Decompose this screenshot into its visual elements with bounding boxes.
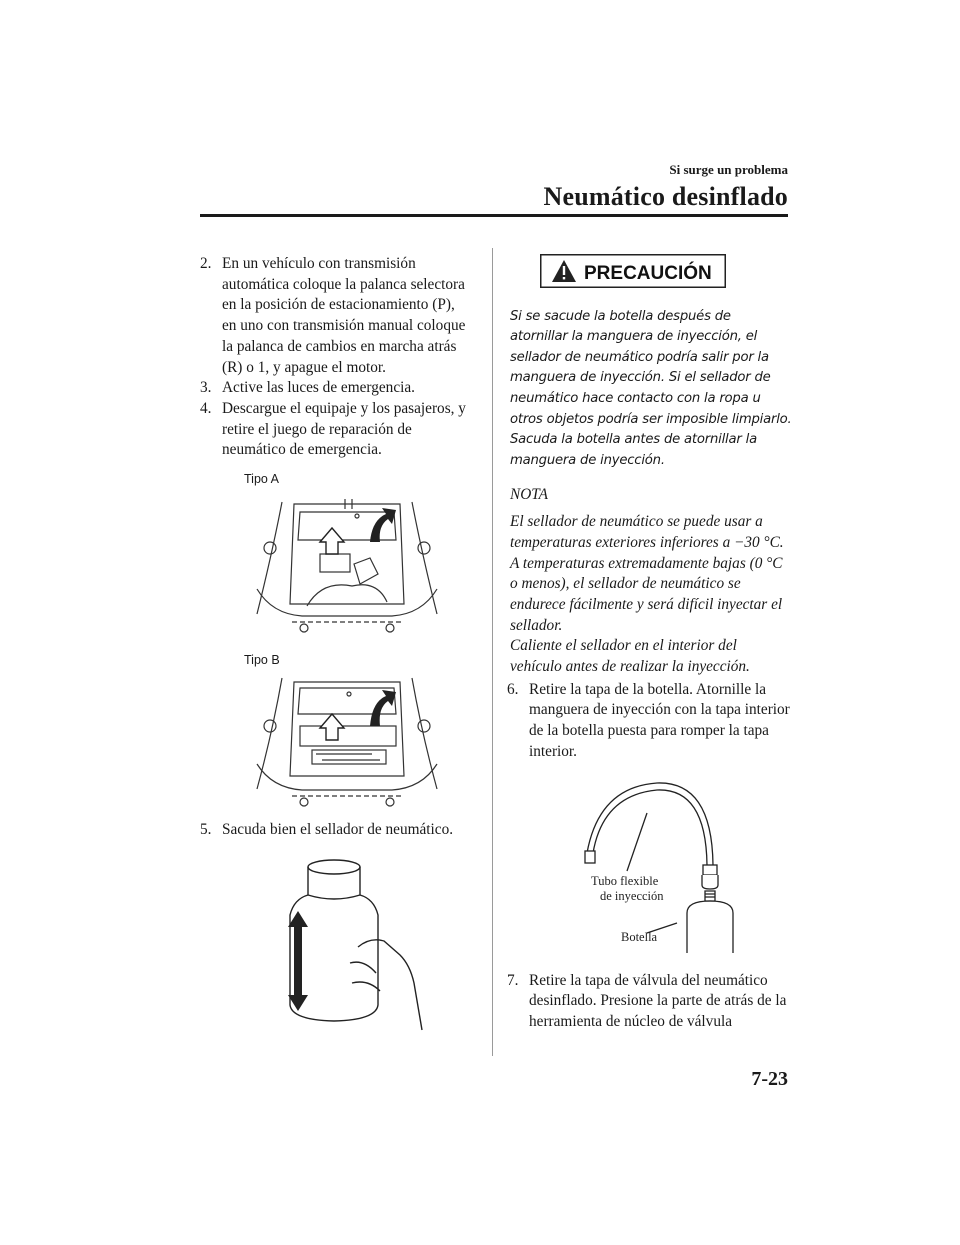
right-column bbox=[507, 254, 792, 1033]
bottle-label: Botella bbox=[621, 929, 658, 944]
trunk-type-a-illustration bbox=[252, 494, 442, 642]
caution-title: PRECAUCIÓN bbox=[584, 263, 712, 284]
header-rule bbox=[200, 214, 788, 217]
step-text: Sacuda bien el sellador de neumático. bbox=[222, 821, 454, 839]
step-3 bbox=[200, 378, 470, 399]
figure-label-tipo-b: Tipo B bbox=[244, 652, 280, 667]
step-number: 6. bbox=[507, 680, 519, 698]
note-paragraph: Caliente el sellador en el interior del vehículo antes de realizar la inyección. bbox=[510, 637, 750, 676]
step-text: En un vehículo con transmisión automática coloque la palanca selectora en la posición de estacionamiento (P), en uno con transmisión manual coloque la palanca de cambios en marcha atrás (R) o 1, y apague el motor. bbox=[222, 255, 466, 376]
page-number: 7-23 bbox=[751, 1068, 788, 1090]
shake-bottle-illustration bbox=[272, 855, 452, 1045]
caution-text: Si se sacude la botella después de atornillar la manguera de inyección, el sellador de neumático podría salir por la manguera de inyección. Si el sellador de neumático hace contacto con la ropa u otros objetos podría ser imposible limpiarlo. Sacuda la botella antes de atornillar la manguera de inyección. bbox=[510, 308, 792, 468]
step-number: 5. bbox=[200, 821, 212, 839]
step-7 bbox=[507, 971, 792, 1033]
step-6 bbox=[507, 680, 792, 763]
note-paragraph: A temperaturas extremadamente bajas (0 °C o menos), el sellador de neumático se endurece fácilmente y será difícil inyectar el sellador. bbox=[510, 554, 783, 634]
step-text: Retire la tapa de la botella. Atornille la manguera de inyección con la tapa interior de la botella puesta para romper la tapa interior. bbox=[529, 680, 790, 760]
step-text: Descargue el equipaje y los pasajeros, y retire el juego de reparación de neumático de emergencia. bbox=[222, 399, 466, 459]
hose-label-line1: Tubo flexible bbox=[591, 873, 659, 888]
step-number: 3. bbox=[200, 379, 212, 397]
page-title: Neumático desinflado bbox=[543, 182, 788, 211]
step-text: Active las luces de emergencia. bbox=[222, 379, 415, 397]
left-column bbox=[200, 254, 470, 1045]
header-section: Si surge un problema bbox=[669, 162, 788, 177]
note-title: NOTA bbox=[510, 486, 548, 504]
figure-label-tipo-a: Tipo A bbox=[244, 472, 279, 487]
hose-label-line2: de inyección bbox=[600, 888, 664, 903]
note-block bbox=[510, 485, 792, 677]
step-5 bbox=[200, 820, 470, 841]
step-4 bbox=[200, 399, 470, 461]
trunk-type-b-illustration bbox=[252, 674, 442, 814]
step-text: Retire la tapa de válvula del neumático desinflado. Presione la parte de atrás de la herramienta de núcleo de válvula bbox=[529, 971, 787, 1030]
note-paragraph: El sellador de neumático se puede usar a temperaturas exteriores inferiores a −30 °C. bbox=[510, 513, 784, 551]
hose-bottle-illustration bbox=[507, 773, 767, 953]
column-divider bbox=[492, 248, 493, 1056]
step-number: 7. bbox=[507, 971, 519, 989]
step-number: 4. bbox=[200, 399, 212, 417]
caution-banner bbox=[540, 254, 726, 288]
step-number: 2. bbox=[200, 255, 212, 272]
step-2 bbox=[200, 254, 470, 378]
